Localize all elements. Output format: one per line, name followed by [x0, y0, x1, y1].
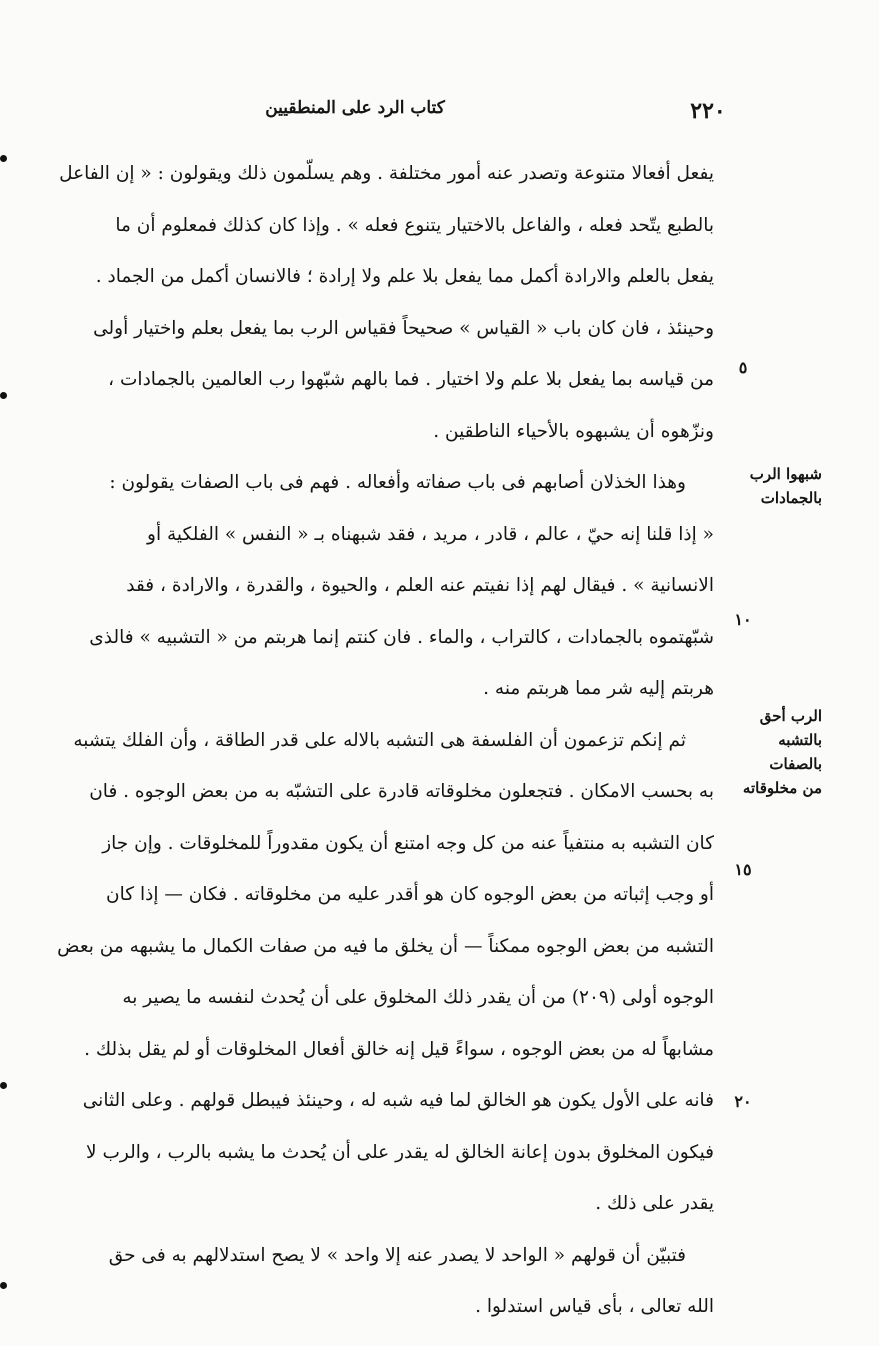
- text-line: شبّهتموه بالجمادات ، كالتراب ، والماء . فان كنتم إنما هربتم من « التشبيه » فالذى: [89, 626, 714, 648]
- text-line: الوجوه أولى (٢٠٩) من أن يقدر ذلك المخلوق على أن يُحدث لنفسه ما يصير به: [122, 987, 714, 1008]
- text-line: التشبه من بعض الوجوه ممكناً — أن يخلق ما فيه من صفات الكمال ما يشبهه من بعض: [57, 935, 714, 957]
- text-line: يقدر على ذلك .: [595, 1193, 714, 1214]
- text-line: من قياسه بما يفعل بلا علم ولا اختيار . فما بالهم شبّهوا رب العالمين بالجمادات ،: [108, 369, 714, 390]
- line-number: ١٥: [734, 860, 752, 879]
- margin-note: [742, 704, 822, 800]
- margin-note: [742, 462, 822, 510]
- text-line: بالطبع يتّحد فعله ، والفاعل بالاختيار يتنوع فعله » . وإذا كان كذلك فمعلوم أن ما: [115, 214, 714, 236]
- text-line: يفعل أفعالا متنوعة وتصدر عنه أمور مختلفة . وهم يسلّمون ذلك ويقولون : « إن الفاعل: [59, 163, 714, 184]
- text-line: وهذا الخذلان أصابهم فى باب صفاته وأفعاله . فهم فى باب الصفات يقولون :: [109, 472, 686, 493]
- text-line: هربتم إليه شر مما هربتم منه .: [483, 678, 714, 699]
- text-line: فانه على الأول يكون هو الخالق لما فيه شبه له ، وحينئذ فيبطل قولهم . وعلى الثانى: [82, 1090, 714, 1111]
- page-header: [0, 92, 879, 132]
- margin-note-line: بالجمادات: [760, 489, 822, 507]
- line-number: ٥: [738, 358, 748, 377]
- text-line: كان التشبه به منتفياً عنه من كل وجه امتنع أن يكون مقدوراً للمخلوقات . وإن جاز: [102, 832, 714, 854]
- margin-note-line: من مخلوقاته: [742, 779, 822, 797]
- text-line: وحينئذ ، فان كان باب « القياس » صحيحاً فقياس الرب بما يفعل بعلم واختيار أولى: [93, 317, 714, 339]
- scan-speck: [0, 1282, 7, 1289]
- running-title: كتاب الرد على المنطقيين: [265, 98, 445, 118]
- text-line: « إذا قلنا إنه حيّ ، عالم ، قادر ، مريد ، فقد شبهناه بـ « النفس » الفلكية أو: [147, 523, 714, 545]
- scan-speck: [0, 392, 7, 399]
- text-line: الله تعالى ، بأى قياس استدلوا .: [475, 1296, 714, 1317]
- margin-note-line: بالصفات: [769, 755, 822, 773]
- margin-note-line: بالتشبه: [778, 731, 822, 749]
- text-line: ثم إنكم تزعمون أن الفلسفة هى التشبه بالاله على قدر الطاقة ، وأن الفلك يتشبه: [73, 729, 686, 751]
- text-line: فتبيّن أن قولهم « الواحد لا يصدر عنه إلا واحد » لا يصح استدلالهم به فى حق: [108, 1244, 686, 1266]
- text-line: مشابهاً له من بعض الوجوه ، سواءً قيل إنه خالق أفعال المخلوقات أو لم يقل بذلك .: [84, 1038, 714, 1060]
- scan-speck: [0, 155, 7, 162]
- line-number: ٢٠: [734, 1092, 752, 1111]
- scan-speck: [0, 1082, 7, 1089]
- page-number: ٢٢٠: [690, 98, 726, 124]
- margin-note-line: الرب أحق: [759, 707, 822, 725]
- margin-note-line: شبهوا الرب: [749, 465, 822, 483]
- line-number: ١٠: [734, 610, 752, 629]
- text-line: يفعل بالعلم والارادة أكمل مما يفعل بلا علم ولا إرادة ؛ فالانسان أكمل من الجماد .: [95, 266, 714, 287]
- body-text: [14, 148, 714, 1333]
- text-line: ونزّهوه أن يشبهوه بالأحياء الناطقين .: [433, 420, 714, 442]
- text-line: الانسانية » . فيقال لهم إذا نفيتم عنه العلم ، والحيوة ، والقدرة ، والارادة ، فقد: [126, 575, 714, 596]
- text-line: به بحسب الامكان . فتجعلون مخلوقاته قادرة على التشبّه به من بعض الوجوه . فان: [89, 781, 714, 802]
- text-line: فيكون المخلوق بدون إعانة الخالق له يقدر على أن يُحدث ما يشبه بالرب ، والرب لا: [86, 1141, 714, 1163]
- text-line: أو وجب إثباته من بعض الوجوه كان هو أقدر عليه من مخلوقاته . فكان — إذا كان: [106, 884, 714, 905]
